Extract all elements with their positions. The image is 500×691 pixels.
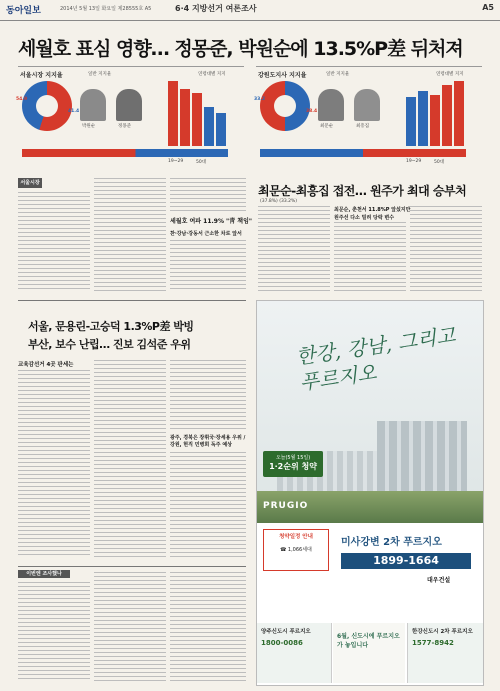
ad-box-1[interactable] [257,623,332,683]
gangwon-chart [256,66,482,172]
article-column [18,370,90,558]
advertisement[interactable] [256,300,484,686]
promo-badge [263,451,323,477]
divider [18,300,246,301]
page-number: A5 [482,3,494,12]
donut-hole [274,95,296,117]
subheading: 찬·강남·강동서 근소한 차로 앞서 [170,231,242,237]
legend: 연령대별 지지 [436,72,464,77]
dateline: 2014년 5월 13일 화요일 제28555호 A5 [60,6,152,12]
value-label: 41.4 [68,109,80,114]
ad-box-mid [333,623,405,683]
candidate-name: 최문순 [320,124,334,129]
seoul-chart [18,66,244,172]
value-label: 54.9 [16,97,28,102]
legend: 일반 지지율 [88,72,112,77]
box-phone: 1577-8942 [412,639,454,647]
divider [18,566,246,567]
ad-box-2[interactable] [407,623,484,683]
candidate-photo [354,89,380,121]
legend: 연령대별 지지 [198,72,226,77]
candidate-photo [80,89,106,121]
section-title: 6·4 지방선거 여론조사 [175,4,257,13]
summary-bar [260,149,466,157]
legend: 일반 지지율 [326,72,350,77]
box-phone: 1800-0086 [261,639,303,647]
article-column [170,178,246,212]
article-column [94,178,166,292]
candidate-name: 최흥집 [356,124,370,129]
ad-slogan: 한강, 강남, 그리고 푸르지오 [294,322,457,395]
candidate-photo [116,89,142,121]
age-bar [406,97,416,146]
age-bar [192,93,202,146]
article-column [18,582,90,682]
brand-logo: PRUGIO [263,501,309,511]
subheading: 세월호 여파 11.9% "靑 책임" [170,218,252,225]
promo-event: 1·2순위 청약 [269,462,317,471]
age-bar [216,113,226,146]
edu-headline-2: 부산, 보수 난립… 진보 김석준 우위 [28,338,191,351]
hotline[interactable]: 1899-1664 [341,553,471,569]
age-bar [180,89,190,146]
age-bar [418,91,428,146]
main-headline: 세월호 표심 영향… 정몽준, 박원순에 13.5%P差 뒤처져 [18,38,463,60]
ad-buildings [377,421,467,491]
age-bar [442,85,452,146]
age-bar [430,95,440,146]
age-label: 50대 [434,160,445,165]
article-column [170,240,246,292]
article-column [170,572,246,682]
box-title: 양주신도시 푸르지오 [261,629,311,635]
value-label: 33.2 [254,97,266,102]
donut-hole [36,95,58,117]
subheading: 최문순, 춘천서 11.8%P 앞섰지만 [334,207,411,213]
candidate-photo [318,89,344,121]
article-tag: 서울시장 [18,178,42,188]
age-bar [454,81,464,146]
headline-sub: (37.8%) (33.2%) [260,199,298,204]
age-label: 19~29 [168,159,184,164]
edu-headline-1: 서울, 문용린-고승덕 1.3%P差 박빙 [28,320,194,333]
masthead [0,0,500,21]
article-column [170,360,246,430]
value-label: 38.4 [306,109,318,114]
summary-bar [22,149,228,157]
article-tag: 이번엔 조사했나 [18,570,70,578]
age-bar [204,107,214,146]
age-bar [168,81,178,146]
article-column [410,206,482,292]
newspaper-logo: 동아일보 [6,6,41,16]
article-column [18,192,90,292]
article-column [334,222,406,292]
schedule-title: 청약일정 안내 [279,534,313,540]
box-slogan: 6월, 신도시에 푸르지오가 놓입니다 [337,633,400,649]
article-tag: 교육감선거 4곳 판세는 [18,362,74,368]
gangwon-headline: 최문순-최흥집 접전… 원주가 최대 승부처 [258,184,467,198]
house-title: 미사강변 2차 푸르지오 [341,537,442,548]
unit-count: ☎ 1,066세대 [280,547,312,553]
builder: 대우건설 [427,577,451,584]
candidate-name: 박원순 [82,124,96,129]
promo-date: 오늘(5월 15일) [275,455,311,461]
candidate-name: 정몽준 [118,124,132,129]
subheading: 원주선 다소 밀려 당락 변수 [334,215,395,221]
box-title: 한강신도시 2차 푸르지오 [412,629,473,635]
article-column [170,452,246,558]
chart-title: 강원도지사 지지율 [258,72,307,79]
schedule-box [263,529,329,571]
subheading: 광주, 경북은 장휘국·장세용 우위 / 강원, 현직 민병희 독주 예상 [170,435,246,448]
chart-title: 서울시장 지지율 [20,72,63,79]
article-column [94,572,166,682]
age-label: 50대 [196,160,207,165]
article-column [94,360,166,558]
age-label: 19~29 [406,159,422,164]
article-column [258,206,330,292]
